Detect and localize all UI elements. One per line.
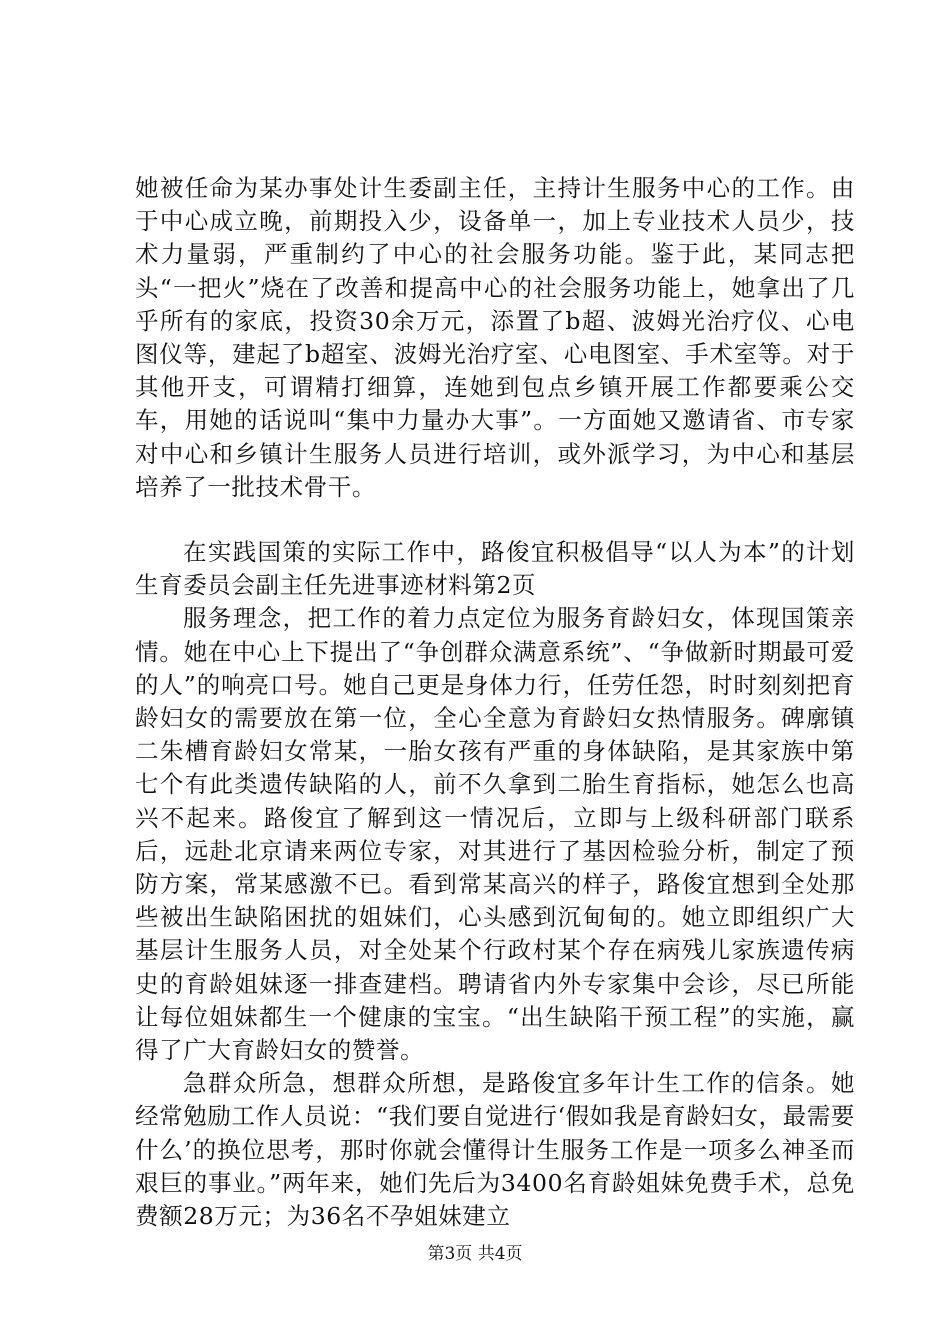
paragraph-3: 服务理念，把工作的着力点定位为服务育龄妇女，体现国策亲情。她在中心上下提出了“争创群众满意系统”、“争做新时期最可爱的人”的响亮口号。她自己更是身体力行，任劳任怨，时时刻刻把育龄妇女的需要放在第一位，全心全意为育龄妇女热情服务。碑廓镇二朱槽育龄妇女常某，一胎女孩有严重的身体缺陷，是其家族中第七个有此类遗传缺陷的人，前不久拿到二胎生育指标，她怎么也高兴不起来。路俊宜了解到这一情况后，立即与上级科研部门联系后，远赴北京请来两位专家，对其进行了基因检验分析，制定了预防方案，常某感激不已。看到常某高兴的样子，路俊宜想到全处那些被出生缺陷困扰的姐妹们，心头感到沉甸甸的。她立即组织广大基层计生服务人员，对全处某个行政村某个存在病残儿家族遗传病史的育龄姐妹逐一排查建档。聘请省内外专家集中会诊，尽已所能让每位姐妹都生一个健康的宝宝。“出生缺陷干预工程”的实施，赢得了广大育龄妇女的赞誉。 <box>135 604 855 1065</box>
document-body <box>135 172 855 1233</box>
paragraph-gap <box>135 504 855 536</box>
paragraph-2: 在实践国策的实际工作中，路俊宜积极倡导“以人为本”的计划生育委员会副主任先进事迹材料第2页 <box>135 538 855 600</box>
paragraph-1: 她被任命为某办事处计生委副主任，主持计生服务中心的工作。由于中心成立晚，前期投入少，设备单一，加上专业技术人员少，技术力量弱，严重制约了中心的社会服务功能。鉴于此，某同志把头“一把火”烧在了改善和提高中心的社会服务功能上，她拿出了几乎所有的家底，投资30余万元，添置了b超、波姆光治疗仪、心电图仪等，建起了b超室、波姆光治疗室、心电图室、手术室等。对于其他开支，可谓精打细算，连她到包点乡镇开展工作都要乘公交车，用她的话说叫“集中力量办大事”。一方面她又邀请省、市专家对中心和乡镇计生服务人员进行培训，或外派学习，为中心和基层培养了一批技术骨干。 <box>135 174 855 501</box>
paragraph-4: 急群众所急，想群众所想，是路俊宜多年计生工作的信条。她经常勉励工作人员说：“我们要自觉进行‘假如我是育龄妇女，最需要什么’的换位思考，那时你就会懂得计生服务工作是一项多么神圣而艰巨的事业。”两年来，她们先后为3400名育龄姐妹免费手术，总免费额28万元；为36名不孕姐妹建立 <box>135 1069 855 1231</box>
page-footer: 第3页 共4页 <box>427 1244 523 1264</box>
